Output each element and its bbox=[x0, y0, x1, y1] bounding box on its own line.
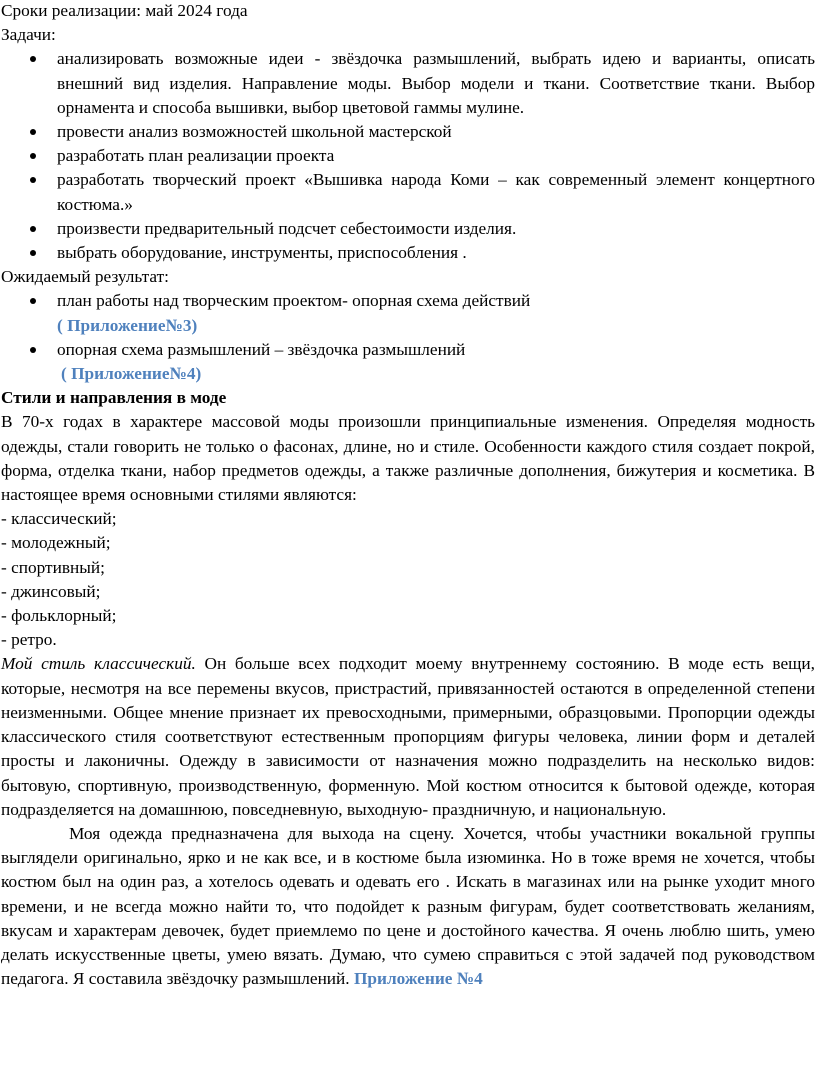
appendix-4-link[interactable]: ( Приложение№4) bbox=[61, 364, 202, 384]
result-item: опорная схема размышлений – звёздочка размышлений bbox=[1, 338, 815, 362]
style-list-item: - классический; bbox=[1, 509, 117, 529]
classic-lead: Мой стиль классический. bbox=[1, 654, 196, 674]
classic-paragraph bbox=[1, 652, 815, 821]
appendix-4-ref[interactable]: Приложение №4 bbox=[353, 969, 483, 989]
tasks-list bbox=[1, 47, 815, 265]
result-label: Ожидаемый результат: bbox=[1, 267, 169, 287]
style-list-item: - ретро. bbox=[1, 630, 57, 650]
stage-text: Моя одежда предназначена для выхода на сцену. Хочется, чтобы участники вокальной группы выглядели оригинально, ярко и не как все, и в костюме была изюминка. Но в тоже время не хочется, чтобы костюм был на один раз, а хотелось одевать и одевать его . Искать в магазинах или на рынке уходит много времени, и не всегда можно найти то, что подойдет к разным фигурам, будет соответствовать желаниям, вкусам и характерам девочек, будет приемлемо по цене и достойного качества. Я очень люблю шить, умею делать искусственные цветы, умею вязать. Думаю, что сумею справиться с этой задачей под руководством педагога. Я составила звёздочку размышлений. bbox=[1, 823, 815, 989]
bullet-icon bbox=[30, 129, 36, 135]
style-list-item: - фольклорный; bbox=[1, 606, 117, 626]
deadline-line: Сроки реализации: май 2024 года bbox=[1, 1, 248, 20]
bullet-icon bbox=[30, 298, 36, 304]
bullet-icon bbox=[30, 177, 36, 183]
style-list-item: - спортивный; bbox=[1, 557, 105, 577]
bullet-icon bbox=[30, 347, 36, 353]
task-item: выбрать оборудование, инструменты, приспособления . bbox=[1, 241, 815, 265]
document-page bbox=[1, 0, 815, 991]
task-item: произвести предварительный подсчет себестоимости изделия. bbox=[1, 217, 815, 241]
task-item: провести анализ возможностей школьной мастерской bbox=[1, 120, 815, 144]
stage-paragraph bbox=[1, 822, 815, 991]
result-list bbox=[1, 289, 815, 313]
styles-heading: Стили и направления в моде bbox=[1, 388, 227, 408]
bullet-icon bbox=[30, 153, 36, 159]
bullet-icon bbox=[30, 56, 36, 62]
tasks-label: Задачи: bbox=[1, 25, 56, 45]
appendix-3-link[interactable]: ( Приложение№3) bbox=[57, 315, 198, 335]
styles-intro: В 70-х годах в характере массовой моды произошли принципиальные изменения. Определяя модность одежды, стали говорить не только о фасонах, длине, но и стиле. Особенности каждого стиля создает покрой, форма, отделка ткани, набор предметов одежды, а также различные дополнения, бижутерия и косметика. В настоящее время основными стилями являются: bbox=[1, 412, 815, 505]
result-item: план работы над творческим проектом- опорная схема действий bbox=[1, 289, 815, 313]
style-list-item: - джинсовый; bbox=[1, 581, 101, 601]
style-list-item: - молодежный; bbox=[1, 533, 111, 553]
bullet-icon bbox=[30, 226, 36, 232]
task-item: разработать творческий проект «Вышивка народа Коми – как современный элемент концертного костюма.» bbox=[1, 168, 815, 216]
result-list-2 bbox=[1, 338, 815, 362]
classic-text: Он больше всех подходит моему внутреннему состоянию. В моде есть вещи, которые, несмотря на все перемены вкусов, пристрастий, привязанностей остаются в определенной степени неизменными. Общее мнение признает их превосходными, примерными, образцовыми. Пропорции одежды классического стиля соответствуют естественным пропорциям фигуры человека, линии форм и деталей просты и лаконичны. Одежду в зависимости от назначения можно подразделить на несколько видов: бытовую, спортивную, производственную, форменную. Мой костюм относится к бытовой одежде, которая подразделяется на домашнюю, повседневную, выходную- праздничную, и национальную. bbox=[1, 654, 815, 819]
bullet-icon bbox=[30, 250, 36, 256]
task-item: анализировать возможные идеи - звёздочка размышлений, выбрать идею и варианты, описать внешний вид изделия. Направление моды. Выбор модели и ткани. Соответствие ткани. Выбор орнамента и способа вышивки, выбор цветовой гаммы мулине. bbox=[1, 47, 815, 120]
task-item: разработать план реализации проекта bbox=[1, 144, 815, 168]
